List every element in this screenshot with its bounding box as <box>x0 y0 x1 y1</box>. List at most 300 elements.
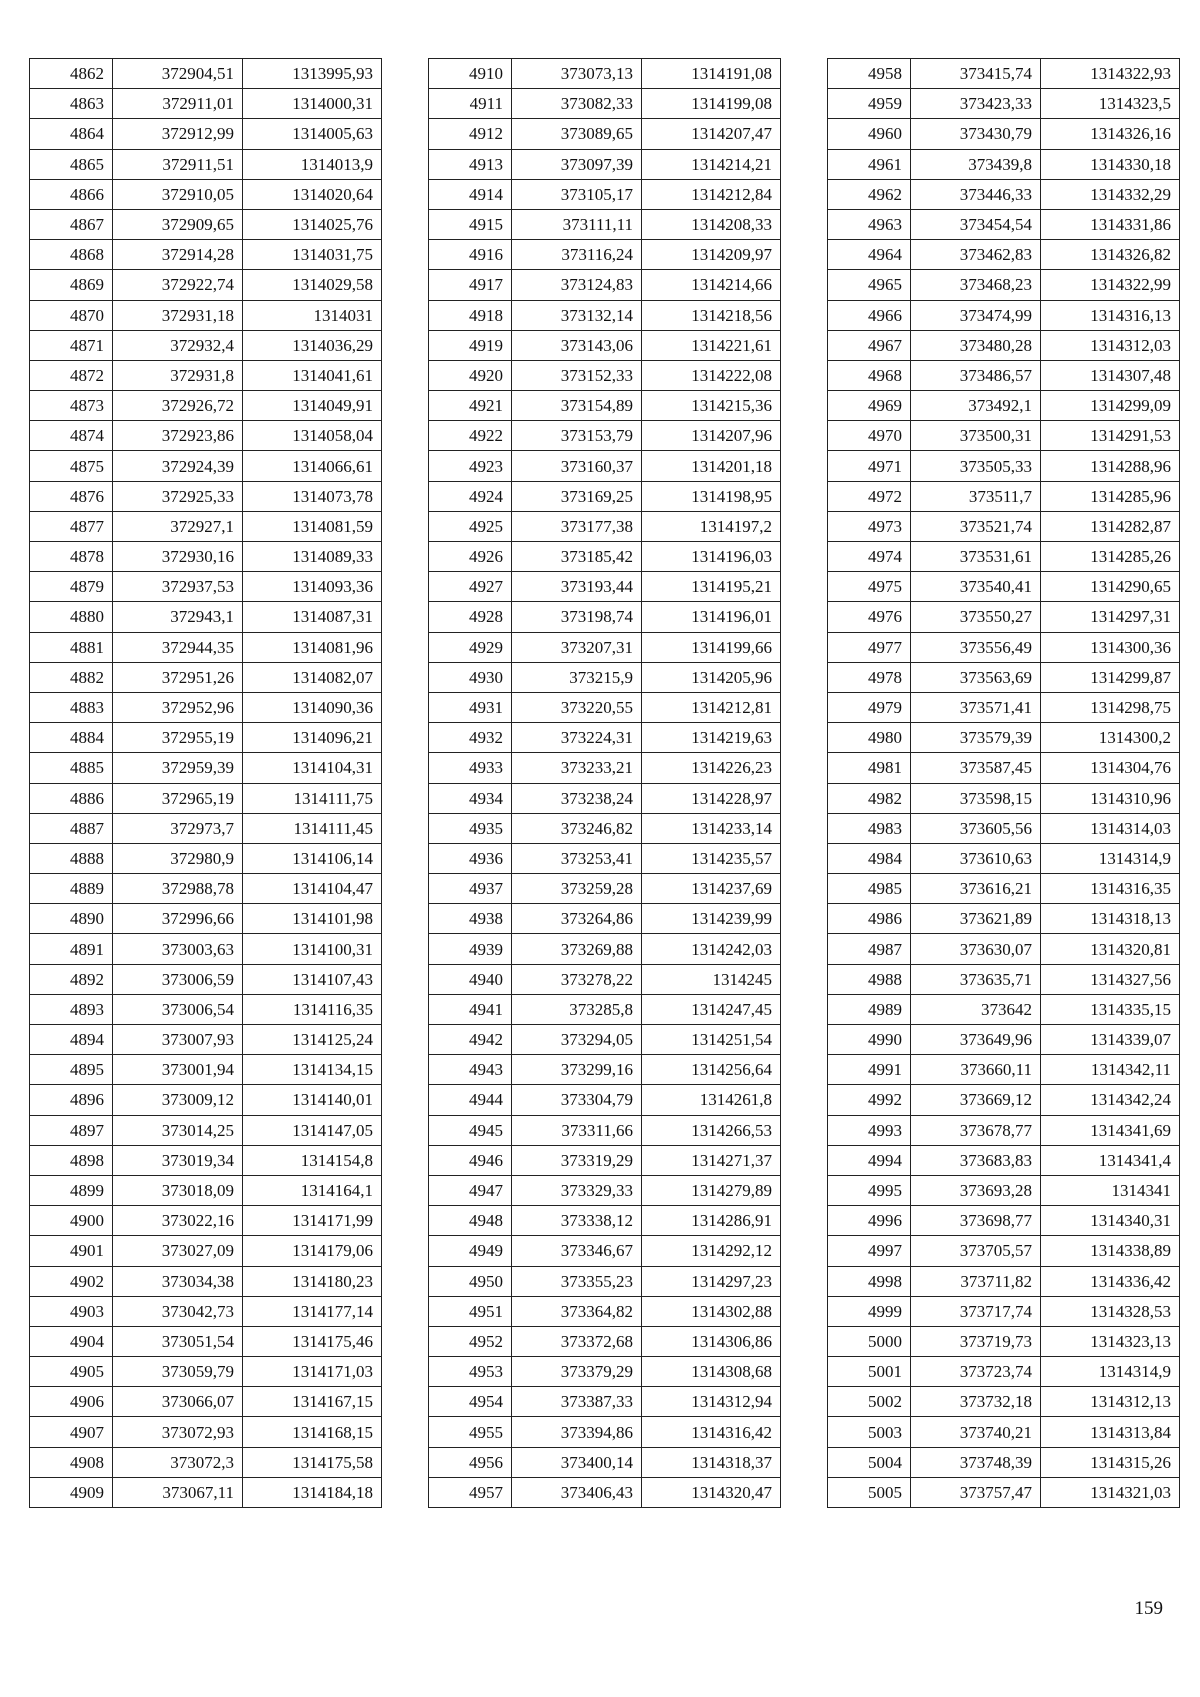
x-coordinate-cell: 373006,54 <box>113 994 243 1024</box>
point-number-cell: 4911 <box>429 89 512 119</box>
x-coordinate-cell: 373003,63 <box>113 934 243 964</box>
y-coordinate-cell: 1314239,99 <box>642 904 781 934</box>
y-coordinate-cell: 1314233,14 <box>642 813 781 843</box>
x-coordinate-cell: 373346,67 <box>512 1236 642 1266</box>
x-coordinate-cell: 372943,1 <box>113 602 243 632</box>
table-row <box>30 1326 382 1356</box>
point-number-cell: 4887 <box>30 813 113 843</box>
y-coordinate-cell: 1314228,97 <box>642 783 781 813</box>
y-coordinate-cell: 1314320,47 <box>642 1477 781 1507</box>
y-coordinate-cell: 1314316,42 <box>642 1417 781 1447</box>
table-row <box>828 843 1180 873</box>
y-coordinate-cell: 1314184,18 <box>243 1477 382 1507</box>
x-coordinate-cell: 373669,12 <box>911 1085 1041 1115</box>
table-row <box>429 662 781 692</box>
table-row <box>828 934 1180 964</box>
y-coordinate-cell: 1314207,96 <box>642 421 781 451</box>
table-row <box>828 904 1180 934</box>
y-coordinate-cell: 1314005,63 <box>243 119 382 149</box>
table-row <box>828 1266 1180 1296</box>
table-row <box>429 904 781 934</box>
point-number-cell: 4913 <box>429 149 512 179</box>
table-row <box>429 934 781 964</box>
y-coordinate-cell: 1314201,18 <box>642 451 781 481</box>
y-coordinate-cell: 1314025,76 <box>243 209 382 239</box>
point-number-cell: 4919 <box>429 330 512 360</box>
table-row <box>30 511 382 541</box>
table-row <box>828 1115 1180 1145</box>
point-number-cell: 4930 <box>429 662 512 692</box>
point-number-cell: 4931 <box>429 692 512 722</box>
y-coordinate-cell: 1314307,48 <box>1041 360 1180 390</box>
y-coordinate-cell: 1314081,59 <box>243 511 382 541</box>
y-coordinate-cell: 1314327,56 <box>1041 964 1180 994</box>
point-number-cell: 4965 <box>828 270 911 300</box>
point-number-cell: 4879 <box>30 572 113 602</box>
table-row <box>828 964 1180 994</box>
y-coordinate-cell: 1314339,07 <box>1041 1025 1180 1055</box>
point-number-cell: 4866 <box>30 179 113 209</box>
table-row <box>30 542 382 572</box>
x-coordinate-cell: 373233,21 <box>512 753 642 783</box>
table-row <box>429 300 781 330</box>
table-row <box>30 904 382 934</box>
y-coordinate-cell: 1314341 <box>1041 1175 1180 1205</box>
x-coordinate-cell: 373660,11 <box>911 1055 1041 1085</box>
x-coordinate-cell: 372937,53 <box>113 572 243 602</box>
point-number-cell: 4935 <box>429 813 512 843</box>
table-row <box>429 1447 781 1477</box>
x-coordinate-cell: 373220,55 <box>512 692 642 722</box>
point-number-cell: 4886 <box>30 783 113 813</box>
table-row <box>828 632 1180 662</box>
table-row <box>828 391 1180 421</box>
y-coordinate-cell: 1314221,61 <box>642 330 781 360</box>
point-number-cell: 4920 <box>429 360 512 390</box>
y-coordinate-cell: 1314242,03 <box>642 934 781 964</box>
x-coordinate-cell: 373616,21 <box>911 874 1041 904</box>
x-coordinate-cell: 373124,83 <box>512 270 642 300</box>
x-coordinate-cell: 373027,09 <box>113 1236 243 1266</box>
y-coordinate-cell: 1314179,06 <box>243 1236 382 1266</box>
y-coordinate-cell: 1314100,31 <box>243 934 382 964</box>
y-coordinate-cell: 1314066,61 <box>243 451 382 481</box>
point-number-cell: 4993 <box>828 1115 911 1145</box>
point-number-cell: 4885 <box>30 753 113 783</box>
table-row <box>828 662 1180 692</box>
x-coordinate-cell: 372925,33 <box>113 481 243 511</box>
y-coordinate-cell: 1314335,15 <box>1041 994 1180 1024</box>
table-row <box>429 994 781 1024</box>
y-coordinate-cell: 1314300,2 <box>1041 723 1180 753</box>
table-row <box>30 692 382 722</box>
point-number-cell: 4959 <box>828 89 911 119</box>
table-row <box>429 391 781 421</box>
table-row <box>429 1175 781 1205</box>
y-coordinate-cell: 1314245 <box>642 964 781 994</box>
table-row <box>30 270 382 300</box>
y-coordinate-cell: 1314041,61 <box>243 360 382 390</box>
y-coordinate-cell: 1314198,95 <box>642 481 781 511</box>
point-number-cell: 4915 <box>429 209 512 239</box>
x-coordinate-cell: 372952,96 <box>113 692 243 722</box>
x-coordinate-cell: 373238,24 <box>512 783 642 813</box>
y-coordinate-cell: 1314285,26 <box>1041 542 1180 572</box>
point-number-cell: 4971 <box>828 451 911 481</box>
table-row <box>429 209 781 239</box>
y-coordinate-cell: 1314096,21 <box>243 723 382 753</box>
x-coordinate-cell: 373610,63 <box>911 843 1041 873</box>
point-number-cell: 4956 <box>429 1447 512 1477</box>
point-number-cell: 4889 <box>30 874 113 904</box>
table-row <box>828 209 1180 239</box>
y-coordinate-cell: 1314208,33 <box>642 209 781 239</box>
point-number-cell: 4907 <box>30 1417 113 1447</box>
point-number-cell: 4958 <box>828 59 911 89</box>
x-coordinate-cell: 372911,01 <box>113 89 243 119</box>
y-coordinate-cell: 1314125,24 <box>243 1025 382 1055</box>
x-coordinate-cell: 372904,51 <box>113 59 243 89</box>
point-number-cell: 4942 <box>429 1025 512 1055</box>
x-coordinate-cell: 373740,21 <box>911 1417 1041 1447</box>
x-coordinate-cell: 373540,41 <box>911 572 1041 602</box>
x-coordinate-cell: 373111,11 <box>512 209 642 239</box>
y-coordinate-cell: 1314180,23 <box>243 1266 382 1296</box>
point-number-cell: 4964 <box>828 240 911 270</box>
point-number-cell: 4865 <box>30 149 113 179</box>
x-coordinate-cell: 372932,4 <box>113 330 243 360</box>
y-coordinate-cell: 1314235,57 <box>642 843 781 873</box>
y-coordinate-cell: 1314330,18 <box>1041 149 1180 179</box>
table-row <box>30 1236 382 1266</box>
point-number-cell: 4873 <box>30 391 113 421</box>
point-number-cell: 4868 <box>30 240 113 270</box>
point-number-cell: 4921 <box>429 391 512 421</box>
x-coordinate-cell: 372922,74 <box>113 270 243 300</box>
table-row <box>429 542 781 572</box>
point-number-cell: 4882 <box>30 662 113 692</box>
y-coordinate-cell: 1314290,65 <box>1041 572 1180 602</box>
x-coordinate-cell: 373177,38 <box>512 511 642 541</box>
y-coordinate-cell: 1314171,99 <box>243 1206 382 1236</box>
x-coordinate-cell: 373732,18 <box>911 1387 1041 1417</box>
x-coordinate-cell: 373364,82 <box>512 1296 642 1326</box>
x-coordinate-cell: 372926,72 <box>113 391 243 421</box>
table-row <box>828 1326 1180 1356</box>
table-row <box>429 149 781 179</box>
point-number-cell: 4978 <box>828 662 911 692</box>
point-number-cell: 4962 <box>828 179 911 209</box>
x-coordinate-cell: 372930,16 <box>113 542 243 572</box>
point-number-cell: 4869 <box>30 270 113 300</box>
x-coordinate-cell: 373394,86 <box>512 1417 642 1447</box>
y-coordinate-cell: 1314292,12 <box>642 1236 781 1266</box>
point-number-cell: 4929 <box>429 632 512 662</box>
x-coordinate-cell: 373711,82 <box>911 1266 1041 1296</box>
point-number-cell: 4938 <box>429 904 512 934</box>
table-row <box>30 662 382 692</box>
table-row <box>828 270 1180 300</box>
table-row <box>30 1417 382 1447</box>
y-coordinate-cell: 1314322,93 <box>1041 59 1180 89</box>
point-number-cell: 4989 <box>828 994 911 1024</box>
point-number-cell: 4961 <box>828 149 911 179</box>
x-coordinate-cell: 373563,69 <box>911 662 1041 692</box>
x-coordinate-cell: 372924,39 <box>113 451 243 481</box>
point-number-cell: 4976 <box>828 602 911 632</box>
x-coordinate-cell: 373246,82 <box>512 813 642 843</box>
y-coordinate-cell: 1314322,99 <box>1041 270 1180 300</box>
x-coordinate-cell: 373001,94 <box>113 1055 243 1085</box>
y-coordinate-cell: 1314196,01 <box>642 602 781 632</box>
y-coordinate-cell: 1314331,86 <box>1041 209 1180 239</box>
y-coordinate-cell: 1314164,1 <box>243 1175 382 1205</box>
y-coordinate-cell: 1314308,68 <box>642 1357 781 1387</box>
point-number-cell: 4914 <box>429 179 512 209</box>
x-coordinate-cell: 373338,12 <box>512 1206 642 1236</box>
x-coordinate-cell: 373105,17 <box>512 179 642 209</box>
table-row <box>429 330 781 360</box>
table-row <box>828 1417 1180 1447</box>
y-coordinate-cell: 1314147,05 <box>243 1115 382 1145</box>
y-coordinate-cell: 1314247,45 <box>642 994 781 1024</box>
y-coordinate-cell: 1314196,03 <box>642 542 781 572</box>
y-coordinate-cell: 1314191,08 <box>642 59 781 89</box>
y-coordinate-cell: 1314286,91 <box>642 1206 781 1236</box>
y-coordinate-cell: 1314326,82 <box>1041 240 1180 270</box>
table-row <box>30 119 382 149</box>
point-number-cell: 4909 <box>30 1477 113 1507</box>
x-coordinate-cell: 373387,33 <box>512 1387 642 1417</box>
table-row <box>828 330 1180 360</box>
table-row <box>30 1145 382 1175</box>
x-coordinate-cell: 372951,26 <box>113 662 243 692</box>
point-number-cell: 4864 <box>30 119 113 149</box>
point-number-cell: 4999 <box>828 1296 911 1326</box>
x-coordinate-cell: 373073,13 <box>512 59 642 89</box>
point-number-cell: 4923 <box>429 451 512 481</box>
x-coordinate-cell: 373630,07 <box>911 934 1041 964</box>
y-coordinate-cell: 1314087,31 <box>243 602 382 632</box>
x-coordinate-cell: 373505,33 <box>911 451 1041 481</box>
y-coordinate-cell: 1314082,07 <box>243 662 382 692</box>
point-number-cell: 4875 <box>30 451 113 481</box>
table-row <box>429 1296 781 1326</box>
point-number-cell: 4898 <box>30 1145 113 1175</box>
table-row <box>30 1266 382 1296</box>
point-number-cell: 4934 <box>429 783 512 813</box>
x-coordinate-cell: 373415,74 <box>911 59 1041 89</box>
y-coordinate-cell: 1314093,36 <box>243 572 382 602</box>
point-number-cell: 4944 <box>429 1085 512 1115</box>
x-coordinate-cell: 373430,79 <box>911 119 1041 149</box>
x-coordinate-cell: 373169,25 <box>512 481 642 511</box>
table-row <box>30 1055 382 1085</box>
x-coordinate-cell: 373635,71 <box>911 964 1041 994</box>
table-row <box>30 451 382 481</box>
y-coordinate-cell: 1314328,53 <box>1041 1296 1180 1326</box>
y-coordinate-cell: 1314314,9 <box>1041 1357 1180 1387</box>
table-row <box>429 1145 781 1175</box>
point-number-cell: 4953 <box>429 1357 512 1387</box>
table-row <box>429 511 781 541</box>
y-coordinate-cell: 1314304,76 <box>1041 753 1180 783</box>
table-row <box>429 59 781 89</box>
point-number-cell: 4871 <box>30 330 113 360</box>
table-row <box>828 511 1180 541</box>
table-row <box>828 1477 1180 1507</box>
y-coordinate-cell: 1314219,63 <box>642 723 781 753</box>
point-number-cell: 4862 <box>30 59 113 89</box>
y-coordinate-cell: 1314029,58 <box>243 270 382 300</box>
table-row <box>30 1175 382 1205</box>
table-row <box>828 1085 1180 1115</box>
y-coordinate-cell: 1314326,16 <box>1041 119 1180 149</box>
x-coordinate-cell: 373678,77 <box>911 1115 1041 1145</box>
x-coordinate-cell: 373446,33 <box>911 179 1041 209</box>
table-row <box>30 421 382 451</box>
x-coordinate-cell: 373649,96 <box>911 1025 1041 1055</box>
coordinate-table-1 <box>29 58 382 1508</box>
table-row <box>30 1387 382 1417</box>
y-coordinate-cell: 1314214,66 <box>642 270 781 300</box>
y-coordinate-cell: 1314321,03 <box>1041 1477 1180 1507</box>
y-coordinate-cell: 1314226,23 <box>642 753 781 783</box>
y-coordinate-cell: 1314288,96 <box>1041 451 1180 481</box>
x-coordinate-cell: 373185,42 <box>512 542 642 572</box>
table-row <box>429 602 781 632</box>
y-coordinate-cell: 1314297,31 <box>1041 602 1180 632</box>
point-number-cell: 4867 <box>30 209 113 239</box>
point-number-cell: 4926 <box>429 542 512 572</box>
y-coordinate-cell: 1314312,94 <box>642 1387 781 1417</box>
point-number-cell: 4906 <box>30 1387 113 1417</box>
point-number-cell: 4940 <box>429 964 512 994</box>
y-coordinate-cell: 1314175,46 <box>243 1326 382 1356</box>
y-coordinate-cell: 1314199,66 <box>642 632 781 662</box>
point-number-cell: 4969 <box>828 391 911 421</box>
table-row <box>828 783 1180 813</box>
table-row <box>429 1357 781 1387</box>
table-row <box>30 300 382 330</box>
x-coordinate-cell: 373511,7 <box>911 481 1041 511</box>
x-coordinate-cell: 373006,59 <box>113 964 243 994</box>
table-row <box>30 330 382 360</box>
x-coordinate-cell: 373007,93 <box>113 1025 243 1055</box>
x-coordinate-cell: 373598,15 <box>911 783 1041 813</box>
y-coordinate-cell: 1314271,37 <box>642 1145 781 1175</box>
table-row <box>429 119 781 149</box>
table-row <box>828 119 1180 149</box>
x-coordinate-cell: 373642 <box>911 994 1041 1024</box>
table-row <box>429 874 781 904</box>
y-coordinate-cell: 1313995,93 <box>243 59 382 89</box>
x-coordinate-cell: 373439,8 <box>911 149 1041 179</box>
point-number-cell: 4957 <box>429 1477 512 1507</box>
point-number-cell: 4910 <box>429 59 512 89</box>
table-row <box>429 1206 781 1236</box>
table-row <box>429 360 781 390</box>
x-coordinate-cell: 372909,65 <box>113 209 243 239</box>
table-row <box>429 1417 781 1447</box>
y-coordinate-cell: 1314195,21 <box>642 572 781 602</box>
table-row <box>429 481 781 511</box>
y-coordinate-cell: 1314312,13 <box>1041 1387 1180 1417</box>
point-number-cell: 4883 <box>30 692 113 722</box>
x-coordinate-cell: 373067,11 <box>113 1477 243 1507</box>
y-coordinate-cell: 1314285,96 <box>1041 481 1180 511</box>
table-row <box>30 994 382 1024</box>
point-number-cell: 4991 <box>828 1055 911 1085</box>
point-number-cell: 4891 <box>30 934 113 964</box>
point-number-cell: 5005 <box>828 1477 911 1507</box>
x-coordinate-cell: 373492,1 <box>911 391 1041 421</box>
x-coordinate-cell: 373153,79 <box>512 421 642 451</box>
x-coordinate-cell: 373454,54 <box>911 209 1041 239</box>
point-number-cell: 4872 <box>30 360 113 390</box>
x-coordinate-cell: 373294,05 <box>512 1025 642 1055</box>
table-row <box>30 753 382 783</box>
x-coordinate-cell: 373579,39 <box>911 723 1041 753</box>
x-coordinate-cell: 372931,18 <box>113 300 243 330</box>
table-row <box>30 360 382 390</box>
x-coordinate-cell: 373018,09 <box>113 1175 243 1205</box>
table-row <box>828 753 1180 783</box>
point-number-cell: 4928 <box>429 602 512 632</box>
x-coordinate-cell: 373474,99 <box>911 300 1041 330</box>
x-coordinate-cell: 373034,38 <box>113 1266 243 1296</box>
point-number-cell: 4863 <box>30 89 113 119</box>
y-coordinate-cell: 1314134,15 <box>243 1055 382 1085</box>
table-row <box>828 360 1180 390</box>
point-number-cell: 5004 <box>828 1447 911 1477</box>
table-row <box>429 723 781 753</box>
point-number-cell: 4946 <box>429 1145 512 1175</box>
point-number-cell: 4933 <box>429 753 512 783</box>
coordinate-table-3 <box>827 58 1180 1508</box>
point-number-cell: 5002 <box>828 1387 911 1417</box>
point-number-cell: 4998 <box>828 1266 911 1296</box>
point-number-cell: 4876 <box>30 481 113 511</box>
table-row <box>30 572 382 602</box>
point-number-cell: 4994 <box>828 1145 911 1175</box>
x-coordinate-cell: 373072,3 <box>113 1447 243 1477</box>
table-row <box>828 994 1180 1024</box>
x-coordinate-cell: 373571,41 <box>911 692 1041 722</box>
point-number-cell: 4945 <box>429 1115 512 1145</box>
point-number-cell: 4925 <box>429 511 512 541</box>
point-number-cell: 4903 <box>30 1296 113 1326</box>
y-coordinate-cell: 1314341,69 <box>1041 1115 1180 1145</box>
x-coordinate-cell: 373748,39 <box>911 1447 1041 1477</box>
y-coordinate-cell: 1314106,14 <box>243 843 382 873</box>
x-coordinate-cell: 373224,31 <box>512 723 642 753</box>
y-coordinate-cell: 1314116,35 <box>243 994 382 1024</box>
table-row <box>30 813 382 843</box>
y-coordinate-cell: 1314058,04 <box>243 421 382 451</box>
y-coordinate-cell: 1314237,69 <box>642 874 781 904</box>
point-number-cell: 4918 <box>429 300 512 330</box>
point-number-cell: 4927 <box>429 572 512 602</box>
x-coordinate-cell: 372996,66 <box>113 904 243 934</box>
x-coordinate-cell: 373059,79 <box>113 1357 243 1387</box>
point-number-cell: 5000 <box>828 1326 911 1356</box>
x-coordinate-cell: 372965,19 <box>113 783 243 813</box>
y-coordinate-cell: 1314312,03 <box>1041 330 1180 360</box>
point-number-cell: 4996 <box>828 1206 911 1236</box>
x-coordinate-cell: 373462,83 <box>911 240 1041 270</box>
x-coordinate-cell: 373215,9 <box>512 662 642 692</box>
